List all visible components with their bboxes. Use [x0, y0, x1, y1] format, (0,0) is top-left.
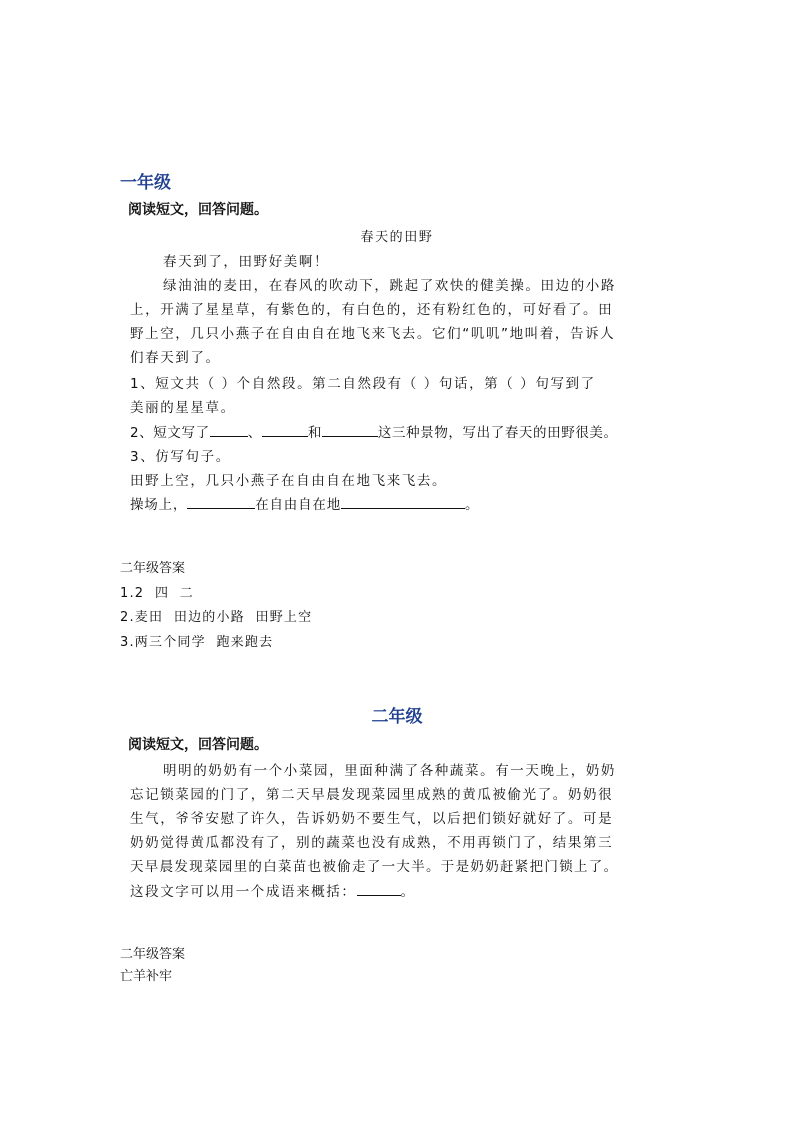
q3-fill-c: 。	[465, 497, 480, 513]
q2-text-a: 2、短文写了	[130, 425, 210, 441]
answer-blank[interactable]	[357, 881, 401, 896]
answers2-title: 二年级答案	[120, 947, 186, 962]
q2-text-d: 这三种景物，写出了春天的田野很美。	[377, 425, 618, 441]
question-2	[130, 421, 618, 441]
q2-text-c: 和	[307, 425, 322, 441]
q3-fill-b: 在自由自在地	[255, 497, 342, 513]
passage-line: 生气，爷爷安慰了许久，告诉奶奶不要生气，以后把们锁好就好了。可是	[130, 811, 614, 827]
last-line-end: 。	[400, 884, 416, 900]
answer-line: 1.2 四 二	[120, 586, 195, 601]
question-3: 3、仿写句子。	[130, 449, 231, 465]
grade2-instruction: 阅读短文，回答问题。	[128, 737, 268, 753]
answers1-title: 二年级答案	[120, 561, 186, 576]
grade2-title: 二年级	[371, 707, 423, 727]
q3-fill-a: 操场上，	[130, 497, 188, 513]
question-3-fill	[130, 493, 479, 513]
grade1-title: 一年级	[120, 173, 171, 193]
passage-title: 春天的田野	[360, 230, 434, 245]
answer-blank[interactable]	[262, 422, 308, 437]
answers2-answer: 亡羊补牢	[120, 969, 173, 984]
passage-line: 明明的奶奶有一个小菜园，里面种满了各种蔬菜。有一天晚上，奶奶	[163, 763, 616, 779]
passage-line: 天早晨发现菜园里的白菜苗也被偷走了一大半。于是奶奶赶紧把门锁上了。	[130, 859, 619, 875]
paragraph-line: 们春天到了。	[130, 350, 221, 366]
answer-blank[interactable]	[341, 494, 465, 509]
paragraph-line: 上，开满了星星草，有紫色的，有白色的，还有粉红色的，可好看了。田	[130, 302, 614, 318]
passage-last-line	[130, 880, 416, 900]
answer-blank[interactable]	[210, 422, 248, 437]
grade1-instruction: 阅读短文，回答问题。	[128, 202, 268, 218]
last-line-text: 这段文字可以用一个成语来概括：	[130, 884, 357, 900]
question-3-example: 田野上空，几只小燕子在自由自在地飞来飞去。	[130, 473, 448, 489]
paragraph-line: 春天到了，田野好美啊！	[163, 254, 330, 270]
answer-blank[interactable]	[187, 494, 255, 509]
paragraph-line: 绿油油的麦田，在春风的吹动下，跳起了欢快的健美操。田边的小路	[163, 278, 616, 294]
question-1: 1、短文共（ ）个自然段。第二自然段有（ ）句话，第（ ）句写到了	[130, 376, 596, 392]
question-1-cont: 美丽的星星草。	[130, 400, 236, 416]
passage-line: 忘记锁菜园的门了，第二天早晨发现菜园里成熟的黄瓜被偷光了。奶奶很	[130, 787, 614, 803]
passage-line: 奶奶觉得黄瓜都没有了，别的蔬菜也没有成熟，不用再锁门了，结果第三	[130, 835, 614, 851]
answer-line: 3.两三个同学 跑来跑去	[120, 635, 274, 650]
paragraph-line: 野上空，几只小燕子在自由自在地飞来飞去。它们“叽叽”地叫着，告诉人	[130, 326, 616, 342]
answer-line: 2.麦田 田边的小路 田野上空	[120, 610, 313, 625]
answer-blank[interactable]	[322, 422, 378, 437]
q2-text-b: 、	[247, 425, 262, 441]
